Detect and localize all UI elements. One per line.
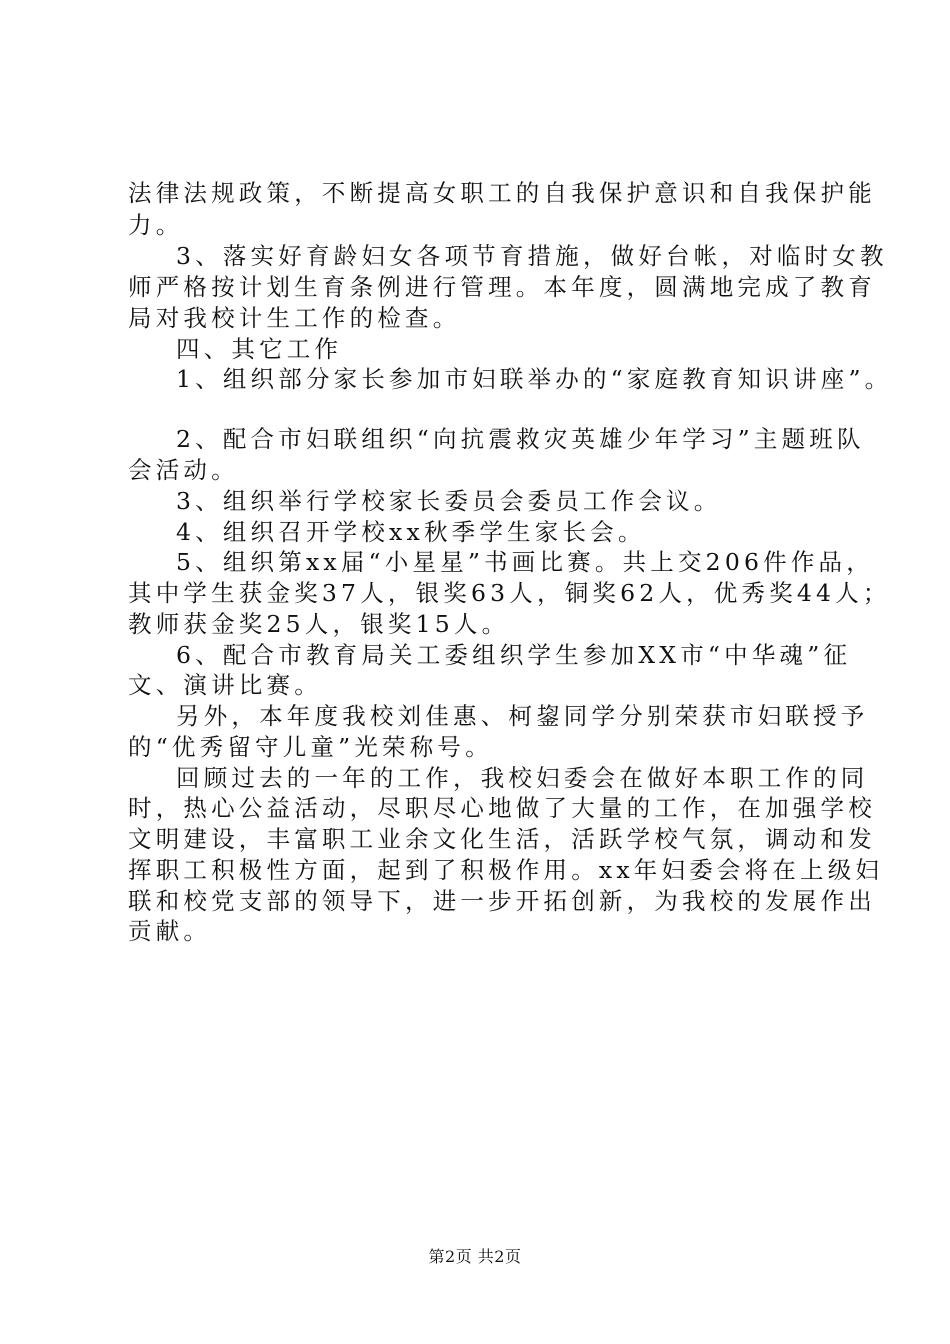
body-line: 1、组织部分家长参加市妇联举办的“家庭教育知识讲座”。 (176, 365, 893, 393)
body-line: 会活动。 (128, 456, 239, 484)
body-line: 4、组织召开学校xx秋季学生家长会。 (176, 518, 646, 546)
page-number-footer: 第2页 共2页 (428, 1247, 522, 1266)
body-line: 2、配合市妇联组织“向抗震救灾英雄少年学习”主题班队 (176, 425, 865, 453)
body-line: 师严格按计划生育条例进行管理。本年度，圆满地完成了教育 (128, 273, 876, 301)
body-line: 贡献。 (128, 917, 212, 945)
body-line: 挥职工积极性方面，起到了积极作用。xx年妇委会将在上级妇 (128, 856, 884, 884)
body-line: 文明建设，丰富职工业余文化生活，活跃学校气氛，调动和发 (128, 825, 876, 853)
body-line: 法律法规政策，不断提高女职工的自我保护意识和自我保护能 (128, 179, 876, 207)
body-line: 联和校党支部的领导下，进一步开拓创新，为我校的发展作出 (128, 887, 876, 915)
body-line: 另外，本年度我校刘佳惠、柯鋆同学分别荣获市妇联授予 (176, 702, 869, 730)
section-heading: 四、其它工作 (176, 335, 343, 363)
body-line: 文、演讲比赛。 (128, 671, 322, 699)
body-line: 6、配合市教育局关工委组织学生参加XX市“中华魂”征 (176, 641, 852, 669)
body-line: 3、落实好育龄妇女各项节育措施，做好台帐，对临时女教 (176, 242, 888, 270)
body-line: 时，热心公益活动，尽职尽心地做了大量的工作，在加强学校 (128, 794, 876, 822)
body-line: 教师获金奖25人，银奖15人。 (128, 610, 510, 638)
body-line: 局对我校计生工作的检查。 (128, 304, 461, 332)
body-line: 力。 (128, 211, 184, 239)
body-line: 其中学生获金奖37人，银奖63人，铜奖62人，优秀奖44人； (128, 579, 891, 607)
body-line: 回顾过去的一年的工作，我校妇委会在做好本职工作的同 (176, 764, 869, 792)
body-line: 的“优秀留守儿童”光荣称号。 (128, 733, 493, 761)
body-line: 3、组织举行学校家长委员会委员工作会议。 (176, 487, 722, 515)
body-line: 5、组织第xx届“小星星”书画比赛。共上交206件作品， (176, 548, 874, 576)
